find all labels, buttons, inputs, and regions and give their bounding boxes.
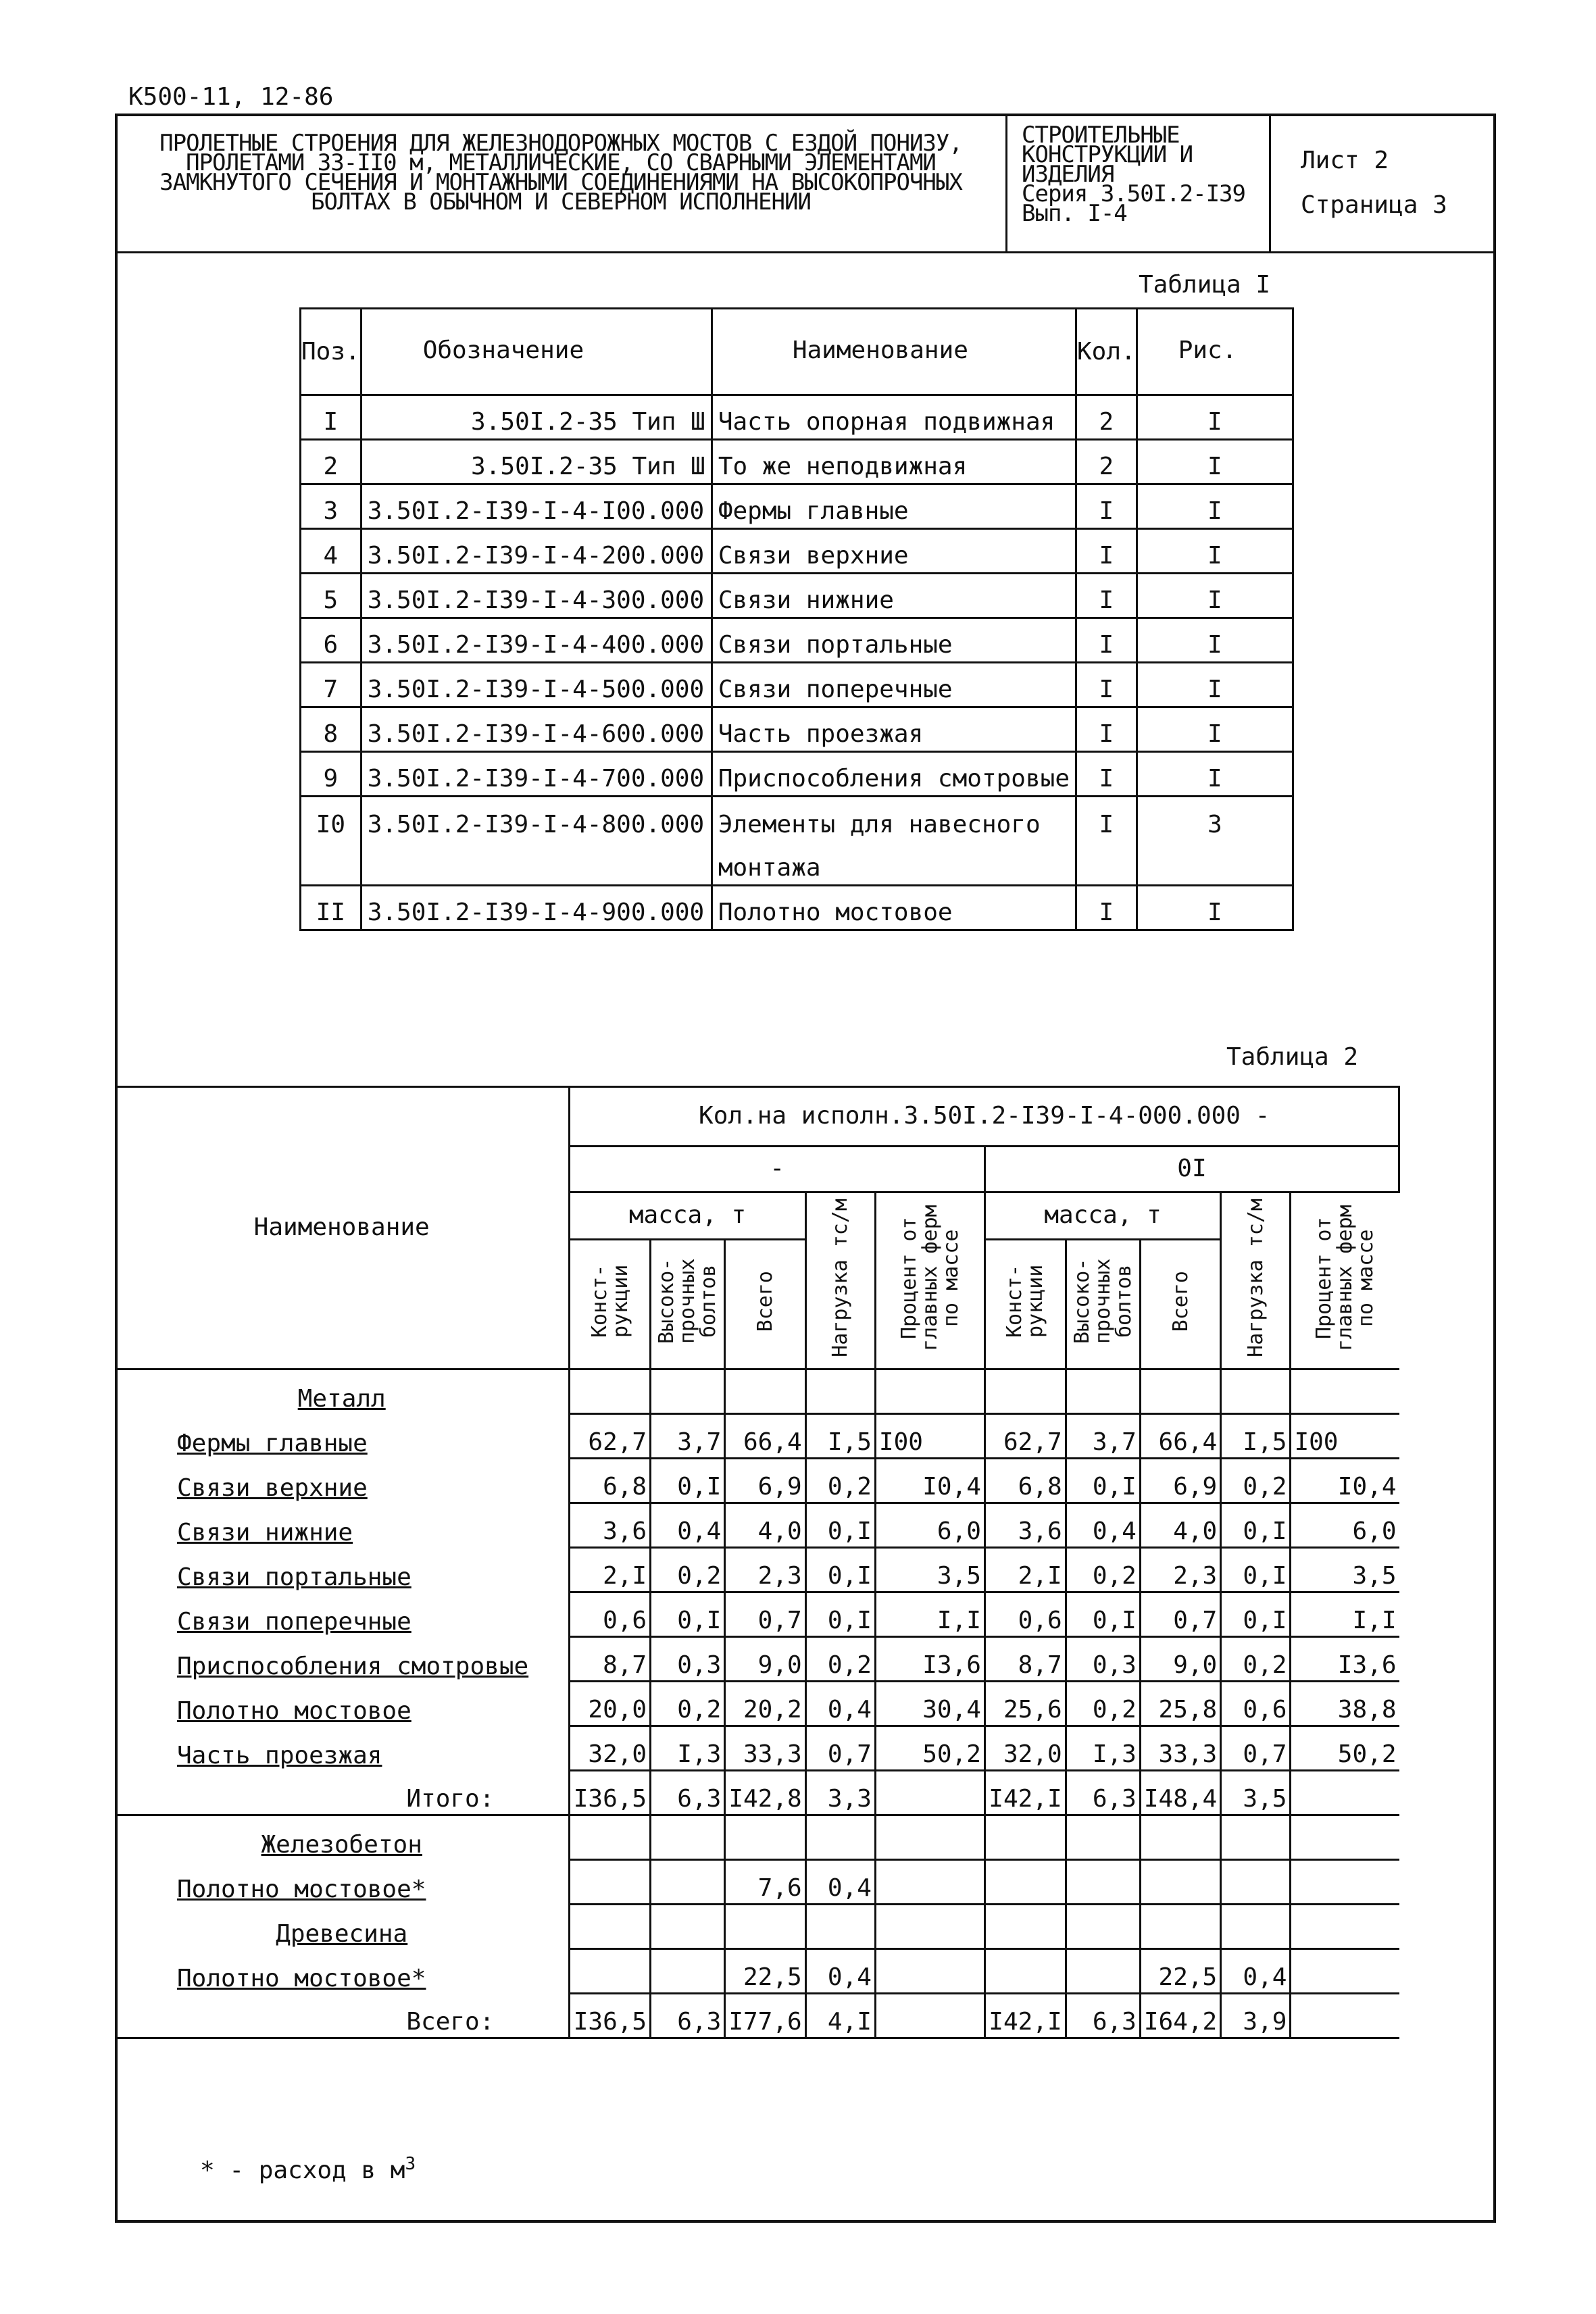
table-row — [115, 1726, 1399, 1771]
row-name-cell: Фермы главные — [115, 1414, 570, 1459]
load-header: Нагрузка тс/м — [805, 1192, 875, 1369]
value-cell: 0,2 — [651, 1548, 725, 1592]
mass-header: масса, т — [984, 1192, 1220, 1240]
value-cell: 25,6 — [984, 1682, 1066, 1726]
value-cell — [1066, 1905, 1140, 1949]
value-cell — [875, 1369, 984, 1414]
value-cell — [1140, 1815, 1220, 1860]
qty-cell: I — [1076, 797, 1137, 841]
bolts-header: Высоко-прочных болтов — [1066, 1240, 1140, 1369]
value-cell: 0,4 — [1221, 1949, 1291, 1994]
value-cell: I3,6 — [875, 1637, 984, 1682]
value-cell — [875, 1815, 984, 1860]
designation-cell: 3.50I.2-35 Тип Ш — [361, 440, 712, 484]
value-cell: 0,I — [1221, 1592, 1291, 1637]
value-cell: 3,6 — [984, 1503, 1066, 1548]
title-divider-1 — [1005, 114, 1007, 253]
table2-header-row — [115, 1087, 1399, 1147]
value-cell: 0,I — [805, 1503, 875, 1548]
value-cell: 0,7 — [1221, 1726, 1291, 1771]
designation-cell: 3.50I.2-35 Тип Ш — [361, 395, 712, 440]
value-cell — [1140, 1369, 1220, 1414]
value-cell: 6,0 — [875, 1503, 984, 1548]
value-cell: 4,I — [805, 1994, 875, 2038]
value-cell: 3,6 — [570, 1503, 651, 1548]
value-cell — [570, 1860, 651, 1905]
row-name-cell: Древесина — [115, 1905, 570, 1949]
table2 — [115, 1086, 1400, 2039]
value-cell — [725, 1369, 805, 1414]
row-name-cell: Всего: — [115, 1994, 570, 2038]
total-header: Всего — [1140, 1240, 1220, 1369]
table1-header: Рис. — [1137, 309, 1293, 395]
table-row — [301, 797, 1293, 841]
table-row — [301, 841, 1293, 886]
value-cell — [984, 1905, 1066, 1949]
value-cell — [570, 1905, 651, 1949]
value-cell: 3,5 — [1221, 1771, 1291, 1815]
value-cell: 6,8 — [570, 1459, 651, 1503]
designation-cell: 3.50I.2-I39-I-4-700.000 — [361, 752, 712, 797]
value-cell: 0,6 — [570, 1592, 651, 1637]
value-cell: 8,7 — [984, 1637, 1066, 1682]
value-cell: 0,6 — [1221, 1682, 1291, 1726]
value-cell — [1066, 1369, 1140, 1414]
value-cell — [1140, 1905, 1220, 1949]
pos-cell — [301, 841, 361, 886]
row-name-cell: Связи верхние — [115, 1459, 570, 1503]
name-cell: Полотно мостовое — [712, 886, 1076, 930]
value-cell: 0,2 — [1066, 1548, 1140, 1592]
row-name-cell: Полотно мостовое* — [115, 1860, 570, 1905]
value-cell — [1291, 1994, 1399, 2038]
table-row — [115, 1682, 1399, 1726]
table1-header: Кол. — [1076, 309, 1137, 395]
value-cell: I0,4 — [875, 1459, 984, 1503]
row-name-cell: Металл — [115, 1369, 570, 1414]
value-cell — [725, 1815, 805, 1860]
designation-cell: 3.50I.2-I39-I-4-I00.000 — [361, 484, 712, 529]
name-cell: Часть проезжая — [712, 707, 1076, 752]
fig-cell: I — [1137, 707, 1293, 752]
value-cell: 62,7 — [570, 1414, 651, 1459]
value-cell: I,3 — [1066, 1726, 1140, 1771]
value-cell: I42,I — [984, 1994, 1066, 2038]
value-cell — [984, 1369, 1066, 1414]
value-cell: 0,2 — [1221, 1637, 1291, 1682]
value-cell: 0,4 — [805, 1860, 875, 1905]
name-cell: Приспособления смотровые — [712, 752, 1076, 797]
pos-cell: 5 — [301, 574, 361, 618]
value-cell: 8,7 — [570, 1637, 651, 1682]
value-cell: 0,I — [1066, 1592, 1140, 1637]
value-cell — [570, 1369, 651, 1414]
value-cell: 33,3 — [1140, 1726, 1220, 1771]
qty-cell: I — [1076, 707, 1137, 752]
value-cell: 3,5 — [1291, 1548, 1399, 1592]
pos-cell: 2 — [301, 440, 361, 484]
table-row — [115, 1459, 1399, 1503]
value-cell: 0,I — [1066, 1459, 1140, 1503]
value-cell — [651, 1369, 725, 1414]
pos-cell: 9 — [301, 752, 361, 797]
value-cell — [1221, 1369, 1291, 1414]
fig-cell: I — [1137, 752, 1293, 797]
value-cell: 0,I — [651, 1592, 725, 1637]
value-cell: 0,4 — [805, 1949, 875, 1994]
value-cell: 0,7 — [805, 1726, 875, 1771]
value-cell: 2,I — [570, 1548, 651, 1592]
table-row — [115, 1592, 1399, 1637]
table-row — [301, 707, 1293, 752]
table-row — [115, 1503, 1399, 1548]
value-cell: 33,3 — [725, 1726, 805, 1771]
value-cell: 3,9 — [1221, 1994, 1291, 2038]
value-cell: I,5 — [1221, 1414, 1291, 1459]
pos-cell: I0 — [301, 797, 361, 841]
table2-caption: Таблица 2 — [1226, 1043, 1359, 1071]
table-row — [301, 484, 1293, 529]
value-cell: 20,2 — [725, 1682, 805, 1726]
page-number: Страница 3 — [1301, 191, 1447, 219]
value-cell: 50,2 — [875, 1726, 984, 1771]
fig-cell: I — [1137, 663, 1293, 707]
value-cell — [805, 1905, 875, 1949]
value-cell: 0,3 — [651, 1637, 725, 1682]
value-cell: 4,0 — [1140, 1503, 1220, 1548]
value-cell: 0,2 — [651, 1682, 725, 1726]
value-cell — [1221, 1860, 1291, 1905]
designation-cell: 3.50I.2-I39-I-4-300.000 — [361, 574, 712, 618]
value-cell: I42,I — [984, 1771, 1066, 1815]
qty-cell: I — [1076, 618, 1137, 663]
value-cell: 0,2 — [805, 1459, 875, 1503]
value-cell: 6,3 — [1066, 1771, 1140, 1815]
qty-cell: I — [1076, 663, 1137, 707]
value-cell: I,5 — [805, 1414, 875, 1459]
value-cell: 3,7 — [651, 1414, 725, 1459]
value-cell: I77,6 — [725, 1994, 805, 2038]
table-row — [301, 395, 1293, 440]
value-cell: 9,0 — [1140, 1637, 1220, 1682]
value-cell: 3,7 — [1066, 1414, 1140, 1459]
designation-cell: 3.50I.2-I39-I-4-800.000 — [361, 797, 712, 841]
load-header: Нагрузка тс/м — [1221, 1192, 1291, 1369]
value-cell: 0,I — [1221, 1548, 1291, 1592]
value-cell — [725, 1905, 805, 1949]
value-cell — [1291, 1369, 1399, 1414]
table-row — [115, 1994, 1399, 2038]
value-cell: I64,2 — [1140, 1994, 1220, 2038]
document-code: К500-11, 12-86 — [128, 83, 334, 111]
name-cell: Часть опорная подвижная — [712, 395, 1076, 440]
fig-cell: I — [1137, 886, 1293, 930]
name-cell: То же неподвижная — [712, 440, 1076, 484]
value-cell: 62,7 — [984, 1414, 1066, 1459]
table-row — [115, 1369, 1399, 1414]
designation-cell: 3.50I.2-I39-I-4-200.000 — [361, 529, 712, 574]
value-cell — [875, 1994, 984, 2038]
value-cell — [1291, 1771, 1399, 1815]
bolts-header: Высоко-прочных болтов — [651, 1240, 725, 1369]
value-cell — [1066, 1949, 1140, 1994]
table-row — [301, 886, 1293, 930]
table-row — [115, 1771, 1399, 1815]
pos-cell: I — [301, 395, 361, 440]
fig-cell: I — [1137, 484, 1293, 529]
value-cell: 3,5 — [875, 1548, 984, 1592]
pos-cell: 6 — [301, 618, 361, 663]
qty-cell: 2 — [1076, 395, 1137, 440]
value-cell: I00 — [875, 1414, 984, 1459]
value-cell — [1291, 1905, 1399, 1949]
sheet-number: Лист 2 — [1301, 147, 1389, 174]
value-cell — [1066, 1815, 1140, 1860]
table1-caption: Таблица I — [1139, 271, 1271, 299]
pos-cell: 7 — [301, 663, 361, 707]
value-cell: 6,3 — [651, 1994, 725, 2038]
table-row — [115, 1548, 1399, 1592]
value-cell: I0,4 — [1291, 1459, 1399, 1503]
table-row — [301, 574, 1293, 618]
percent-header: Процент от главных ферм по массе — [1291, 1192, 1399, 1369]
designation-cell: 3.50I.2-I39-I-4-400.000 — [361, 618, 712, 663]
fig-cell: I — [1137, 395, 1293, 440]
value-cell: 6,0 — [1291, 1503, 1399, 1548]
value-cell: 30,4 — [875, 1682, 984, 1726]
value-cell: 20,0 — [570, 1682, 651, 1726]
value-cell: I00 — [1291, 1414, 1399, 1459]
value-cell: 6,3 — [651, 1771, 725, 1815]
name-cell: Связи портальные — [712, 618, 1076, 663]
table1-header-row — [301, 309, 1293, 395]
value-cell — [984, 1949, 1066, 1994]
value-cell: 0,4 — [805, 1682, 875, 1726]
value-cell: I3,6 — [1291, 1637, 1399, 1682]
table-row — [115, 1860, 1399, 1905]
value-cell — [984, 1860, 1066, 1905]
value-cell: I,I — [1291, 1592, 1399, 1637]
fig-cell — [1137, 841, 1293, 886]
percent-header: Процент от главных ферм по массе — [875, 1192, 984, 1369]
table-row — [301, 752, 1293, 797]
pos-cell: 4 — [301, 529, 361, 574]
value-cell — [984, 1815, 1066, 1860]
value-cell — [1140, 1860, 1220, 1905]
value-cell: 0,2 — [805, 1637, 875, 1682]
name-cell: монтажа — [712, 841, 1076, 886]
table-row — [115, 1815, 1399, 1860]
row-name-cell: Связи портальные — [115, 1548, 570, 1592]
value-cell: 2,3 — [1140, 1548, 1220, 1592]
fig-cell: I — [1137, 618, 1293, 663]
main-title: ПРОЛЕТНЫЕ СТРОЕНИЯ ДЛЯ ЖЕЛЕЗНОДОРОЖНЫХ МОСТОВ С ЕЗДОЙ ПОНИЗУ, ПРОЛЕТАМИ 33-II0 м, МЕТАЛЛИЧЕСКИЕ, СО СВАРНЫМИ ЭЛЕМЕНТАМИ ЗАМКНУТОГО СЕЧЕНИЯ И МОНТАЖНЫМИ СОЕДИНЕНИЯМИ НА ВЫСОКОПРОЧНЫХ БОЛТАХ В ОБЫЧНОМ И СЕВЕРНОМ ИСПОЛНЕНИИ — [159, 130, 962, 216]
value-cell: I,I — [875, 1592, 984, 1637]
table1-header: Обозначение — [361, 309, 712, 395]
value-cell — [570, 1815, 651, 1860]
value-cell: 3,3 — [805, 1771, 875, 1815]
value-cell: 6,9 — [1140, 1459, 1220, 1503]
value-cell — [651, 1860, 725, 1905]
pos-cell: II — [301, 886, 361, 930]
qty-cell: I — [1076, 752, 1137, 797]
value-cell: 22,5 — [1140, 1949, 1220, 1994]
name-cell: Элементы для навесного — [712, 797, 1076, 841]
designation-cell: 3.50I.2-I39-I-4-900.000 — [361, 886, 712, 930]
value-cell: 0,7 — [725, 1592, 805, 1637]
value-cell: 32,0 — [570, 1726, 651, 1771]
series-block: СТРОИТЕЛЬНЫЕ КОНСТРУКЦИИ И ИЗДЕЛИЯ Серия 3.50I.2-I39 Вып. I-4 — [1022, 122, 1245, 227]
qty-cell: I — [1076, 574, 1137, 618]
value-cell — [875, 1860, 984, 1905]
footnote: * - расход в $м^3$ — [200, 2154, 416, 2184]
value-cell: 0,4 — [651, 1503, 725, 1548]
execution-header: Кол.на исполн.3.50I.2-I39-I-4-000.000 - — [570, 1087, 1399, 1147]
table1 — [299, 307, 1294, 931]
value-cell — [651, 1815, 725, 1860]
row-name-cell: Связи поперечные — [115, 1592, 570, 1637]
table-row — [301, 440, 1293, 484]
fig-cell: 3 — [1137, 797, 1293, 841]
value-cell: I42,8 — [725, 1771, 805, 1815]
table-row — [301, 529, 1293, 574]
value-cell: 0,2 — [1221, 1459, 1291, 1503]
value-cell: I48,4 — [1140, 1771, 1220, 1815]
value-cell: 0,6 — [984, 1592, 1066, 1637]
variant-a-header: - — [570, 1147, 985, 1192]
fig-cell: I — [1137, 574, 1293, 618]
mass-header: масса, т — [570, 1192, 805, 1240]
title-block-divider — [115, 251, 1496, 253]
value-cell: 25,8 — [1140, 1682, 1220, 1726]
value-cell — [1066, 1860, 1140, 1905]
qty-cell: I — [1076, 529, 1137, 574]
qty-cell: 2 — [1076, 440, 1137, 484]
fig-cell: I — [1137, 529, 1293, 574]
value-cell: I36,5 — [570, 1994, 651, 2038]
value-cell: 2,I — [984, 1548, 1066, 1592]
value-cell — [1291, 1949, 1399, 1994]
row-name-cell: Связи нижние — [115, 1503, 570, 1548]
value-cell — [1291, 1815, 1399, 1860]
table-row — [115, 1905, 1399, 1949]
value-cell: 0,4 — [1066, 1503, 1140, 1548]
structures-header: Конст-рукции — [984, 1240, 1066, 1369]
table-row — [115, 1949, 1399, 1994]
table-row — [301, 663, 1293, 707]
value-cell: 9,0 — [725, 1637, 805, 1682]
value-cell: 50,2 — [1291, 1726, 1399, 1771]
structures-header: Конст-рукции — [570, 1240, 651, 1369]
value-cell: 0,2 — [1066, 1682, 1140, 1726]
value-cell: 0,I — [805, 1592, 875, 1637]
value-cell — [651, 1905, 725, 1949]
value-cell: I,3 — [651, 1726, 725, 1771]
value-cell: 6,3 — [1066, 1994, 1140, 2038]
value-cell — [1221, 1815, 1291, 1860]
table-row — [301, 618, 1293, 663]
qty-cell: I — [1076, 886, 1137, 930]
value-cell: 0,7 — [1140, 1592, 1220, 1637]
value-cell — [1221, 1905, 1291, 1949]
name-cell: Фермы главные — [712, 484, 1076, 529]
designation-cell: 3.50I.2-I39-I-4-600.000 — [361, 707, 712, 752]
value-cell: 4,0 — [725, 1503, 805, 1548]
row-name-cell: Полотно мостовое — [115, 1682, 570, 1726]
row-name-cell: Итого: — [115, 1771, 570, 1815]
pos-cell: 8 — [301, 707, 361, 752]
value-cell: 38,8 — [1291, 1682, 1399, 1726]
value-cell: 6,9 — [725, 1459, 805, 1503]
value-cell: 22,5 — [725, 1949, 805, 1994]
value-cell: 32,0 — [984, 1726, 1066, 1771]
value-cell — [651, 1949, 725, 1994]
row-name-cell: Полотно мостовое* — [115, 1949, 570, 1994]
row-name-cell: Часть проезжая — [115, 1726, 570, 1771]
value-cell — [875, 1949, 984, 1994]
value-cell — [875, 1905, 984, 1949]
value-cell: 66,4 — [725, 1414, 805, 1459]
value-cell — [805, 1815, 875, 1860]
pos-cell: 3 — [301, 484, 361, 529]
designation-cell: 3.50I.2-I39-I-4-500.000 — [361, 663, 712, 707]
value-cell: 0,3 — [1066, 1637, 1140, 1682]
table-row — [115, 1414, 1399, 1459]
row-name-cell: Приспособления смотровые — [115, 1637, 570, 1682]
name-cell: Связи верхние — [712, 529, 1076, 574]
title-divider-2 — [1269, 114, 1271, 253]
name-header: Наименование — [115, 1087, 570, 1369]
row-name-cell: Железобетон — [115, 1815, 570, 1860]
qty-cell: I — [1076, 484, 1137, 529]
table1-header: Поз. — [301, 309, 361, 395]
value-cell — [875, 1771, 984, 1815]
value-cell — [805, 1369, 875, 1414]
value-cell — [570, 1949, 651, 1994]
value-cell: 2,3 — [725, 1548, 805, 1592]
value-cell: I36,5 — [570, 1771, 651, 1815]
table-row — [115, 1637, 1399, 1682]
value-cell: 6,8 — [984, 1459, 1066, 1503]
value-cell: 0,I — [651, 1459, 725, 1503]
value-cell: 66,4 — [1140, 1414, 1220, 1459]
value-cell: 0,I — [1221, 1503, 1291, 1548]
designation-cell — [361, 841, 712, 886]
fig-cell: I — [1137, 440, 1293, 484]
table1-header: Наименование — [712, 309, 1076, 395]
value-cell: 7,6 — [725, 1860, 805, 1905]
name-cell: Связи поперечные — [712, 663, 1076, 707]
variant-b-header: 0I — [984, 1147, 1399, 1192]
name-cell: Связи нижние — [712, 574, 1076, 618]
total-header: Всего — [725, 1240, 805, 1369]
value-cell: 0,I — [805, 1548, 875, 1592]
value-cell — [1291, 1860, 1399, 1905]
qty-cell — [1076, 841, 1137, 886]
